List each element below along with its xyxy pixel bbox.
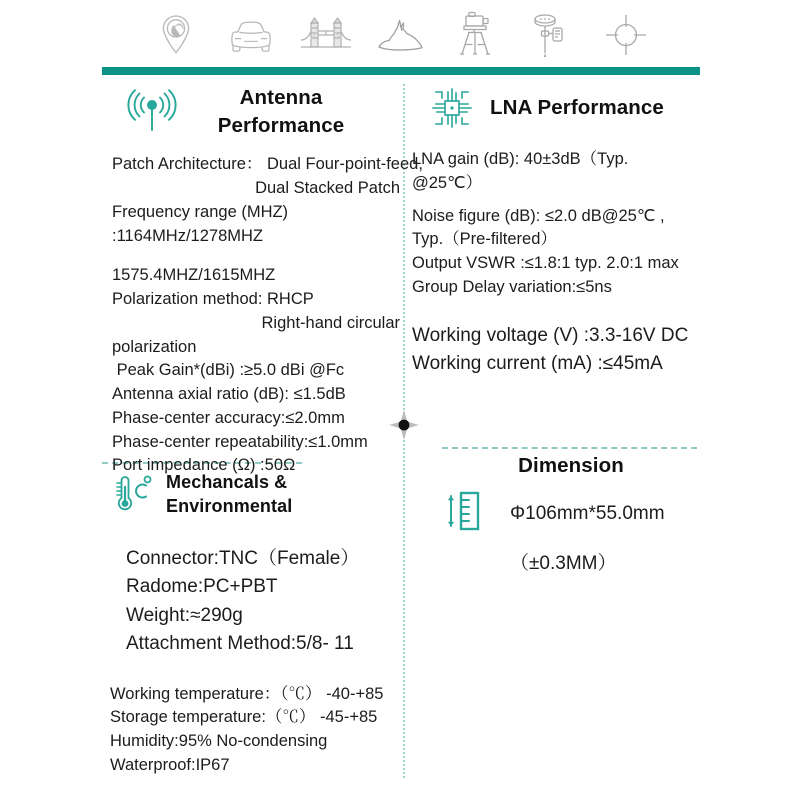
antenna-section-header [104, 84, 400, 139]
spec-line: Waterproof:IP67 [110, 755, 230, 774]
spec-line: polarization [112, 337, 197, 356]
spec-line: Frequency range (MHZ) [112, 202, 289, 221]
spec-line: LNA gain (dB): 40±3dB（Typ. [412, 150, 629, 168]
spec-line: Antenna axial ratio (dB): ≤1.5dB [112, 385, 346, 404]
spec-line: Dual Stacked Patch [255, 179, 400, 198]
spec-line: Phase-center repeatability:≤1.0mm [112, 432, 368, 451]
environmental-spec-list [104, 683, 400, 778]
spec-line: Attachment Method:5/8- 11 [126, 633, 354, 655]
spec-line: Right-hand circular [261, 313, 400, 332]
mechanical-section-header [104, 470, 400, 519]
spec-line: Typ.（Pre-filtered） [412, 230, 557, 249]
spec-line: Phase-center accuracy:≤2.0mm [112, 408, 345, 427]
spec-line: @25℃） [412, 173, 483, 192]
survey-crosshair-icon [598, 9, 654, 61]
spec-line: Storage temperature:（℃） -45-+85 [110, 708, 378, 727]
dimension-tolerance: （±0.3MM） [510, 553, 617, 575]
antenna-section-title: Antenna Performance [217, 86, 345, 137]
antenna-spec-list [104, 153, 423, 478]
circuit-chip-icon [428, 84, 476, 132]
spec-line: :1164MHz/1278MHZ [112, 226, 264, 245]
antenna-signal-icon [126, 88, 178, 136]
application-icon-strip [102, 4, 700, 66]
location-pin-touch-icon [148, 9, 204, 61]
spec-line: Output VSWR :≤1.8:1 typ. 2.0:1 max [412, 254, 679, 272]
spec-line: Connector:TNC（Female） [126, 547, 360, 569]
lna-performance-section [412, 84, 712, 379]
dimension-body [442, 486, 700, 579]
car-icon [223, 9, 279, 61]
mechanical-spec-list [104, 545, 400, 659]
spec-line: Working voltage (V) :3.3-16V DC [412, 324, 689, 346]
mechanical-environmental-section [104, 470, 400, 778]
bridge-icon [298, 9, 354, 61]
mechanical-section-title: Mechancals & Environmental [166, 472, 293, 517]
spec-line: Working temperature：（℃） -40-+85 [110, 684, 384, 703]
antenna-performance-section [104, 84, 423, 478]
spec-line: Noise figure (dB): ≤2.0 dB@25℃ , [412, 206, 665, 225]
terrain-mountain-icon [373, 9, 429, 61]
lna-section-title: LNA Performance [490, 96, 664, 120]
spec-line: Working current (mA) :≤45mA [412, 353, 663, 374]
horizontal-divider-right [442, 447, 697, 449]
dimension-section-title: Dimension [518, 454, 624, 477]
gnss-rover-pole-icon [523, 9, 579, 61]
teal-accent-bar [102, 67, 700, 75]
lna-spec-list [412, 148, 712, 379]
spec-line: Radome:PC+PBT [126, 576, 278, 598]
spec-line: Patch Architecture： Dual Four-point-feed, [112, 155, 423, 174]
spec-line: 1575.4MHZ/1615MHZ [112, 266, 276, 285]
spec-line: Port impedance (Ω) :50Ω [112, 456, 296, 475]
ruler-height-icon [442, 486, 488, 544]
total-station-tripod-icon [448, 9, 504, 61]
spec-line: Humidity:95% No-condensing [110, 732, 328, 751]
spec-line: Polarization method: RHCP [112, 290, 314, 309]
spec-line: Weight:≈290g [126, 604, 243, 626]
dimension-value: Φ106mm*55.0mm [510, 502, 665, 524]
dimension-section [442, 452, 700, 579]
thermometer-celsius-icon [110, 470, 154, 518]
lna-section-header [412, 84, 712, 132]
spec-line: Peak Gain*(dBi) :≥5.0 dBi @Fc [112, 361, 345, 380]
spec-line: Group Delay variation:≤5ns [412, 277, 612, 296]
